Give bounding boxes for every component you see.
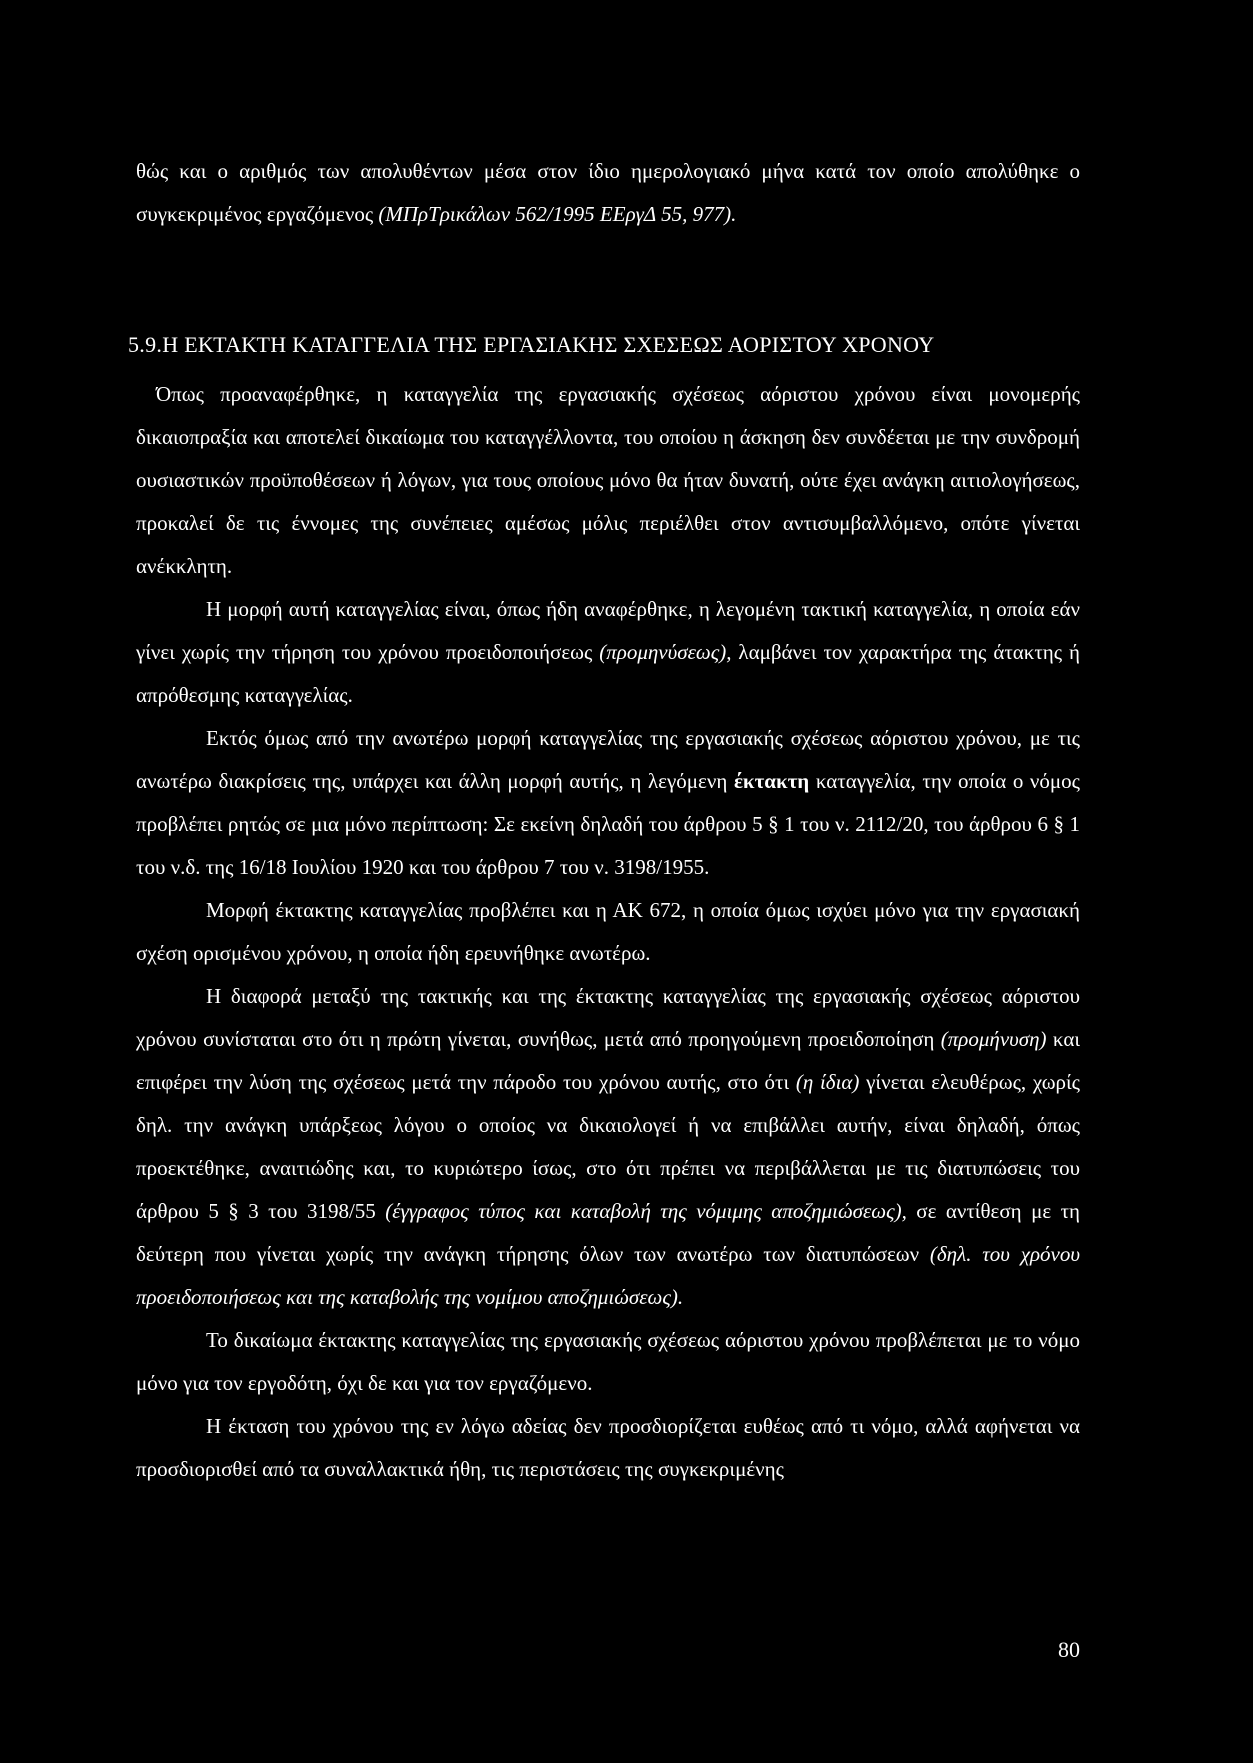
- intro-paragraph: [136, 150, 1080, 236]
- paragraph-4: Μορφή έκτακτης καταγγελίας προβλέπει και η ΑΚ 672, η οποία όμως ισχύει μόνο για την εργασιακή σχέση ορισμένου χρόνου, η οποία ήδη ερευνήθηκε ανωτέρω.: [136, 898, 1080, 965]
- paragraph-2-text-a: Η μορφή αυτή καταγγελίας είναι, όπως ήδη αναφέρθηκε, η λεγομένη τακτική καταγγελία, η οποία εάν γίνει χωρίς την τήρηση του χρόνου προειδοποιήσεως: [136, 597, 1080, 664]
- paragraph-3-text-a: Εκτός όμως από την ανωτέρω μορφή καταγγελίας της εργασιακής σχέσεως αόριστου χρόνου, με τις ανωτέρω διακρίσεις της, υπάρχει και άλλη μορφή αυτής, η λεγόμενη: [136, 726, 1080, 793]
- paragraph-3-bold: έκτακτη: [733, 769, 810, 793]
- paragraph-5-text-d: σε αντίθεση με τη δεύτερη που γίνεται χωρίς την ανάγκη τήρησης όλων των ανωτέρω των διατυπώσεων: [136, 1199, 1081, 1266]
- paragraph-1: Όπως προαναφέρθηκε, η καταγγελία της εργασιακής σχέσεως αόριστου χρόνου είναι μονομερής δικαιοπραξία και αποτελεί δικαίωμα του καταγγέλλοντα, του οποίου η άσκηση δεν συνδέεται με την συνδρομή ουσιαστικών προϋποθέσεων ή λόγων, για τους οποίους μόνο θα ήταν δυνατή, ούτε έχει ανάγκη αιτιολογήσεως, προκαλεί δε τις έννομες της συνέπειες αμέσως μόλις περιέλθει στον αντισυμβαλλόμενο, οπότε γίνεται ανέκκλητη.: [136, 382, 1080, 578]
- paragraph-2-text-b: λαμβάνει τον χαρακτήρα της άτακτης ή απρόθεσμης καταγγελίας.: [136, 640, 1081, 707]
- intro-text-plain: θώς και ο αριθμός των απολυθέντων μέσα στον ίδιο ημερολογιακό μήνα κατά τον οποίο απολύθηκε ο συγκεκριμένος εργαζόμενος: [136, 159, 1080, 226]
- section-body: [136, 373, 1080, 1491]
- paragraph-2: [136, 588, 1080, 717]
- paragraph-5-italic-1: (προμήνυση): [940, 1027, 1047, 1051]
- page-number: 80: [1058, 1637, 1080, 1662]
- paragraph-5-text-a: Η διαφορά μεταξύ της τακτικής και της έκτακτης καταγγελίας της εργασιακής σχέσεως αόριστου χρόνου συνίσταται στο ότι η πρώτη γίνεται, συνήθως, μετά από προηγούμενη προειδοποίηση: [136, 984, 1080, 1051]
- paragraph-5-italic-4: (δηλ. του χρόνου προειδοποιήσεως και της καταβολής της νομίμου αποζημιώσεως).: [136, 1242, 1080, 1309]
- paragraph-2-italic: (προμηνύσεως),: [599, 640, 732, 664]
- intro-citation: (ΜΠρΤρικάλων 562/1995 ΕΕργΔ 55, 977).: [378, 202, 737, 226]
- paragraph-5: [136, 975, 1080, 1319]
- paragraph-5-text-b: και επιφέρει την λύση της σχέσεως μετά την πάροδο του χρόνου αυτής, στο ότι: [136, 1027, 1080, 1094]
- intro-text: [136, 150, 1080, 236]
- paragraph-5-italic-2: (η ίδια): [795, 1070, 860, 1094]
- paragraph-5-italic-3: (έγγραφος τύπος και καταβολή της νόμιμης αποζημιώσεως),: [385, 1199, 907, 1223]
- section-heading: 5.9.Η ΕΚΤΑΚΤΗ ΚΑΤΑΓΓΕΛΙΑ ΤΗΣ ΕΡΓΑΣΙΑΚΗΣ ΣΧΕΣΕΩΣ ΑΟΡΙΣΤΟΥ ΧΡΟΝΟΥ: [128, 332, 935, 357]
- paragraph-3-text-b: καταγγελία, την οποία ο νόμος προβλέπει ρητώς σε μια μόνο περίπτωση: Σε εκείνη δηλαδή του άρθρου 5 § 1 του ν. 2112/20, του άρθρου 6 § 1 του ν.δ. της 16/18 Ιουλίου 1920 και του άρθρου 7 του ν. 3198/1955.: [136, 769, 1081, 879]
- paragraph-6: Το δικαίωμα έκτακτης καταγγελίας της εργασιακής σχέσεως αόριστου χρόνου προβλέπεται με το νόμο μόνο για τον εργοδότη, όχι δε και για τον εργαζόμενο.: [136, 1328, 1080, 1395]
- paragraph-5-text-c: γίνεται ελευθέρως, χωρίς δηλ. την ανάγκη υπάρξεως λόγου ο οποίος να δικαιολογεί ή να επιβάλλει αυτήν, είναι δηλαδή, όπως προεκτέθηκε, αναιτιώδης και, το κυριώτερο ίσως, στο ότι πρέπει να περιβάλλεται με τις διατυπώσεις του άρθρου 5 § 3 του 3198/55: [136, 1070, 1080, 1223]
- paragraph-3: [136, 717, 1080, 889]
- paragraph-7: Η έκταση του χρόνου της εν λόγω αδείας δεν προσδιορίζεται ευθέως από τι νόμο, αλλά αφήνεται να προσδιορισθεί από τα συναλλακτικά ήθη, τις περιστάσεις της συγκεκριμένης: [136, 1414, 1080, 1481]
